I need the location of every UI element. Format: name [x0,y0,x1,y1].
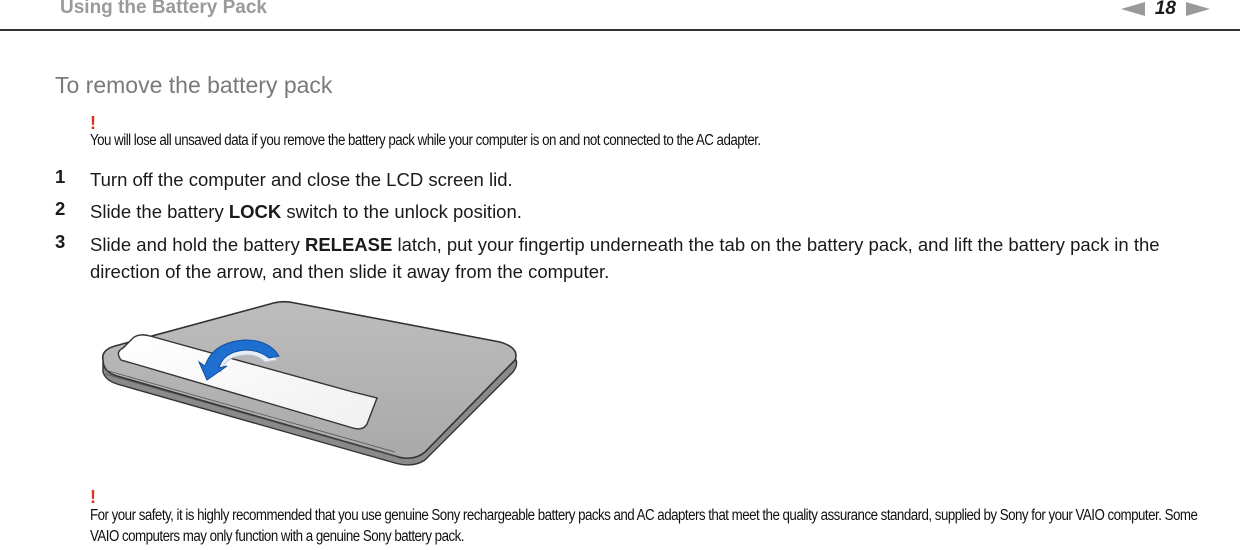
next-page-arrow-icon[interactable] [1186,2,1210,16]
step-text: Slide and hold the battery RELEASE latch, put your fingertip underneath the tab on the battery pack, and lift the battery pack in the direction of the arrow, and then slide it away from the computer. [90,234,1160,282]
safety-note: For your safety, it is highly recommended that you use genuine Sony rechargeable battery packs and AC adapters that meet the quality assurance standard, supplied by Sony for your VAIO computer. Some VAIO computers may only function with a genuine Sony battery pack. [90,507,1198,545]
chapter-title: Using the Battery Pack [60,0,267,18]
page-navigation [1121,0,1210,18]
step-text: Turn off the computer and close the LCD screen lid. [90,169,513,190]
step-number: 2 [55,198,66,219]
warning-icon: ! [90,113,96,133]
header-divider [0,29,1240,31]
step-number: 3 [55,231,66,252]
step-number: 1 [55,166,66,187]
step-text: Slide the battery LOCK switch to the unlock position. [90,201,522,222]
page-header [0,0,1240,31]
warning-note: You will lose all unsaved data if you remove the battery pack while your computer is on and not connected to the AC adapter. [90,132,761,149]
previous-page-arrow-icon[interactable] [1121,2,1145,16]
section-title: To remove the battery pack [55,72,333,98]
page-number: 18 [1154,0,1176,19]
warning-icon: ! [90,487,96,507]
battery-removal-illustration [95,300,525,470]
